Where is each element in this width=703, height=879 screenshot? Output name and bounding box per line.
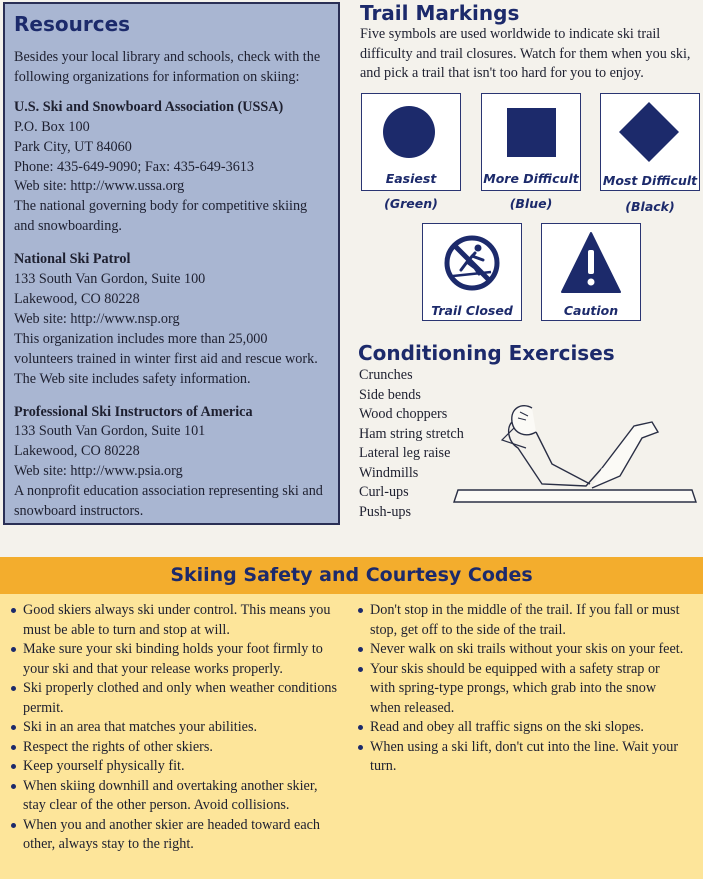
org-psia [14, 403, 330, 522]
org-description: A nonprofit education association representing ski and snowboard instructors. [14, 483, 323, 520]
org-address: 133 South Van Gordon, Suite 101 [14, 423, 206, 440]
org-description: The national governing body for competitive skiing and snowboarding. [14, 198, 308, 235]
list-item: Curl-ups [359, 484, 409, 500]
list-item: Don't stop in the middle of the trail. If you fall or must stop, get off to the side of the trail. [357, 601, 687, 640]
symbol-trail-closed [422, 223, 522, 321]
org-name: U.S. Ski and Snowboard Association (USSA) [14, 98, 284, 115]
list-item: Respect the rights of other skiers. [10, 738, 340, 758]
resources-intro: Besides your local library and schools, check with the following organizations for information on skiing: [14, 49, 321, 85]
resources-panel [3, 2, 340, 525]
org-address: P.O. Box 100 [14, 118, 90, 135]
symbol-label: Most Difficult [602, 173, 698, 188]
symbol-color-label: (Black) [625, 199, 675, 214]
symbol-most-difficult [600, 93, 700, 191]
trail-markings-description: Five symbols are used worldwide to indicate ski trail difficulty and trail closures. Watch for them when you ski, and pick a trail that isn't too hard for you to enjoy. [360, 26, 691, 82]
symbol-more-difficult [481, 93, 581, 191]
list-item: Lateral leg raise [359, 445, 451, 461]
org-description: This organization includes more than 25,000 volunteers trained in winter first aid and rescue work. The Web site includes safety information. [14, 330, 318, 387]
safety-panel [0, 557, 703, 879]
list-item: When using a ski lift, don't cut into the line. Wait your turn. [357, 738, 687, 777]
crunch-exercise-illustration [452, 398, 698, 518]
org-website: Web site: http://www.nsp.org [14, 310, 180, 327]
symbol-label: Easiest [385, 171, 437, 186]
symbol-label: Caution [563, 303, 619, 318]
safety-title: Skiing Safety and Courtesy Codes [170, 564, 533, 586]
org-city: Lakewood, CO 80228 [14, 443, 140, 460]
symbol-color-label: (Green) [384, 196, 438, 211]
list-item: Crunches [359, 367, 413, 383]
list-item: Make sure your ski binding holds your foot firmly to your ski and that your release works properly. [10, 640, 340, 679]
list-item: Never walk on ski trails without your skis on your feet. [357, 640, 687, 660]
resources-title: Resources [14, 12, 131, 36]
list-item: Ski properly clothed and only when weather conditions permit. [10, 679, 340, 718]
symbol-easiest [361, 93, 461, 191]
list-item: Ham string stretch [359, 425, 464, 442]
org-name: Professional Ski Instructors of America [14, 403, 253, 420]
org-website: Web site: http://www.ussa.org [14, 178, 185, 195]
org-website: Web site: http://www.psia.org [14, 463, 183, 480]
symbol-label: Trail Closed [431, 303, 513, 318]
list-item: Windmills [359, 464, 419, 481]
org-city: Park City, UT 84060 [14, 138, 132, 155]
list-item: Keep yourself physically fit. [10, 757, 340, 777]
org-name: National Ski Patrol [14, 251, 131, 268]
safety-list-left [10, 601, 340, 855]
org-phone: Phone: 435-649-9090; Fax: 435-649-3613 [14, 158, 254, 175]
safety-list-right [357, 601, 687, 777]
list-item: Wood choppers [359, 406, 448, 422]
list-item: When you and another skier are headed toward each other, always stay to the right. [10, 816, 340, 855]
list-item: Good skiers always ski under control. This means you must be able to turn and stop at will. [10, 601, 340, 640]
org-address: 133 South Van Gordon, Suite 100 [14, 271, 206, 288]
symbol-caution [541, 223, 641, 321]
trail-markings-title: Trail Markings [360, 1, 520, 25]
symbol-color-label: (Blue) [509, 196, 553, 211]
symbol-label: More Difficult [483, 171, 579, 186]
list-item: Push-ups [359, 503, 412, 520]
org-ussa [14, 98, 330, 237]
conditioning-list [359, 366, 464, 522]
org-city: Lakewood, CO 80228 [14, 290, 140, 307]
list-item: Your skis should be equipped with a safety strap or with spring-type prongs, which grab into the snow when released. [357, 660, 687, 719]
safety-banner [0, 557, 703, 594]
org-nsp [14, 250, 330, 389]
list-item: Read and obey all traffic signs on the ski slopes. [357, 718, 687, 738]
list-item: When skiing downhill and overtaking another skier, stay clear of the other person. Avoid collisions. [10, 777, 340, 816]
list-item: Ski in an area that matches your abilities. [10, 718, 340, 738]
conditioning-title: Conditioning Exercises [358, 341, 615, 365]
list-item: Side bends [359, 386, 421, 403]
